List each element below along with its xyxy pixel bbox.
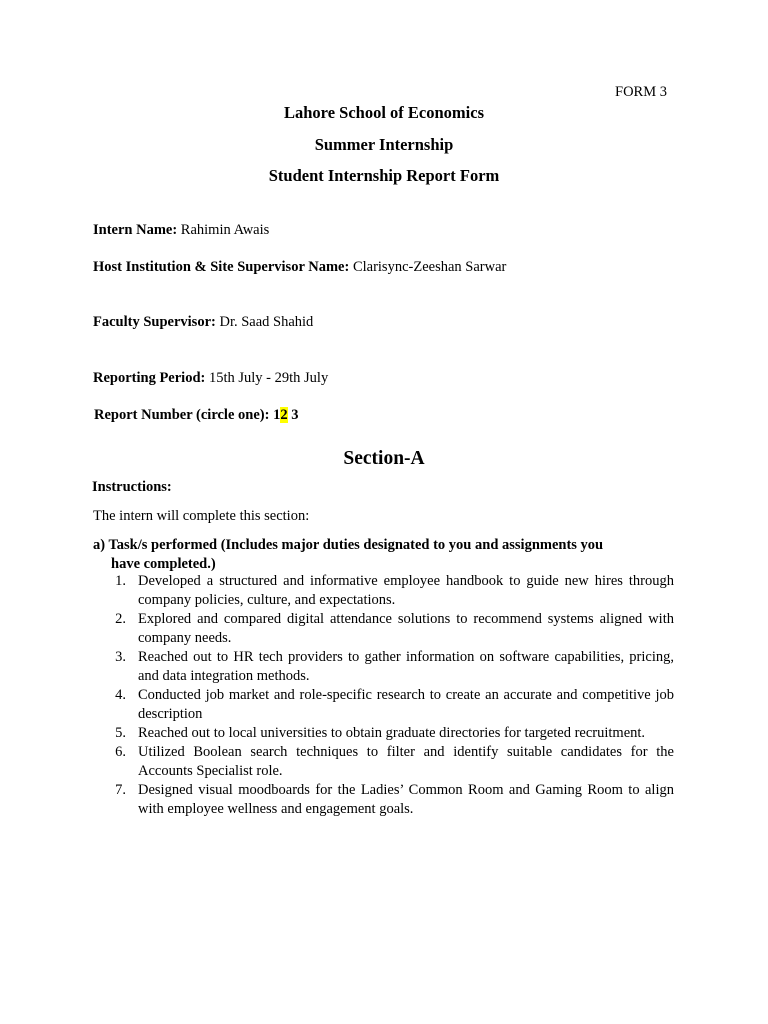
instructions-label: Instructions:: [92, 479, 172, 495]
intern-name-value: Rahimin Awais: [180, 222, 270, 238]
intern-name-label: Intern Name:: [93, 222, 178, 238]
reporting-period-label: Reporting Period:: [93, 370, 206, 386]
form-title-heading: Student Internship Report Form: [268, 166, 500, 185]
host-institution-label: Host Institution & Site Supervisor Name:: [93, 259, 350, 275]
report-number-option-2-highlighted: 2: [280, 407, 288, 423]
tasks-heading-line-1: a) Task/s performed (Includes major duties designated to you and assignments you: [93, 537, 604, 553]
list-item-number: 7.: [115, 782, 126, 798]
tasks-heading: [93, 536, 673, 574]
report-number-option-3: 3: [291, 407, 299, 423]
list-item: [93, 572, 674, 610]
list-item: [93, 610, 674, 648]
host-institution-value: Clarisync-Zeeshan Sarwar: [352, 259, 507, 275]
tasks-list: [93, 572, 674, 819]
list-item-text: Utilized Boolean search techniques to filter and identify suitable candidates for the Accounts Specialist role.: [138, 744, 674, 779]
list-item: [93, 743, 674, 781]
report-number-field: [94, 406, 298, 425]
report-number-option-1: 1: [273, 407, 281, 423]
list-item: [93, 781, 674, 819]
reporting-period-field: [93, 369, 328, 388]
list-item-number: 5.: [115, 725, 126, 741]
list-item-number: 1.: [115, 573, 126, 589]
list-item-number: 3.: [115, 649, 126, 665]
list-item-text: Developed a structured and informative employee handbook to guide new hires through company policies, culture, and expectations.: [138, 573, 674, 608]
section-a-title: Section-A: [343, 448, 425, 469]
list-item-text: Conducted job market and role-specific research to create an accurate and competitive job description: [138, 687, 674, 722]
school-name-heading: Lahore School of Economics: [284, 103, 484, 122]
faculty-supervisor-value: Dr. Saad Shahid: [219, 314, 314, 330]
list-item: [93, 724, 674, 743]
tasks-heading-line-2: have completed.): [111, 556, 216, 572]
faculty-supervisor-label: Faculty Supervisor:: [93, 314, 216, 330]
list-item: [93, 686, 674, 724]
intern-name-field: [93, 221, 269, 240]
host-institution-field: [93, 258, 506, 277]
program-heading: Summer Internship: [314, 135, 454, 154]
reporting-period-value: 15th July - 29th July: [208, 370, 329, 386]
list-item-number: 2.: [115, 611, 126, 627]
list-item-number: 6.: [115, 744, 126, 760]
list-item-text: Explored and compared digital attendance solutions to recommend systems aligned with company needs.: [138, 611, 674, 646]
list-item-text: Designed visual moodboards for the Ladies’ Common Room and Gaming Room to align with employee wellness and engagement goals.: [138, 782, 674, 817]
list-item-number: 4.: [115, 687, 126, 703]
list-item-text: Reached out to HR tech providers to gather information on software capabilities, pricing, and data integration methods.: [138, 649, 674, 684]
instructions-text: The intern will complete this section:: [93, 508, 310, 524]
list-item-text: Reached out to local universities to obtain graduate directories for targeted recruitment.: [138, 725, 646, 741]
form-number-label: FORM 3: [615, 84, 667, 100]
faculty-supervisor-field: [93, 313, 313, 332]
list-item: [93, 648, 674, 686]
report-number-label: Report Number (circle one):: [94, 407, 270, 423]
